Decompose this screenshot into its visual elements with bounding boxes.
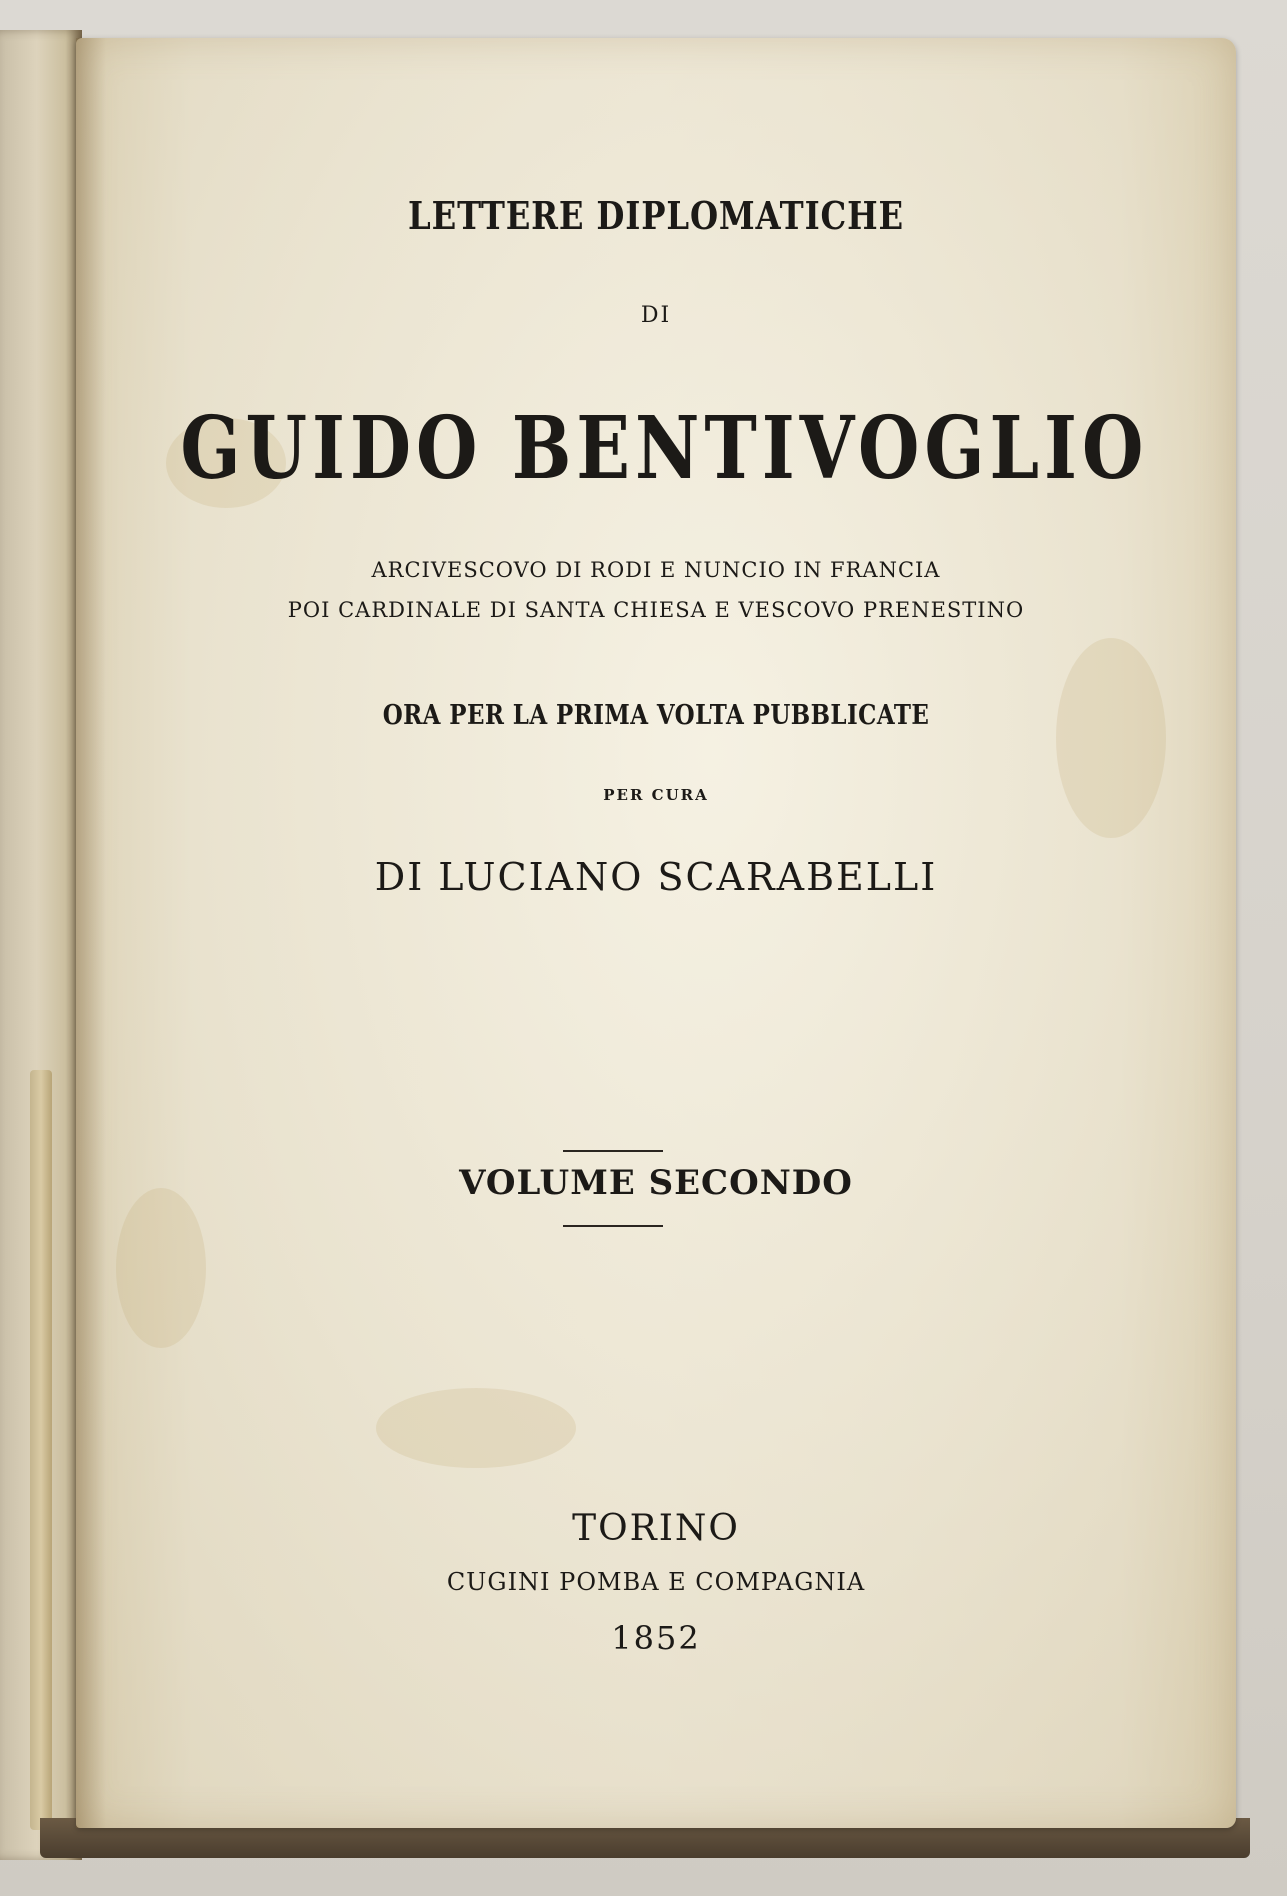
volume-rule-top [563, 1150, 663, 1152]
imprint-city: TORINO [572, 1508, 740, 1549]
left-page-edge [0, 30, 82, 1860]
volume-rule-bottom [563, 1225, 663, 1227]
series-title: LETTERE DIPLOMATICHE [408, 193, 904, 238]
preposition-di: DI [640, 303, 672, 328]
author-role-line-2: POI CARDINALE DI SANTA CHIESA E VESCOVO PRENESTINO [287, 598, 1025, 622]
foxing-spot [376, 1388, 576, 1468]
foxing-spot [1056, 638, 1166, 838]
imprint-publisher: CUGINI POMBA E COMPAGNIA [446, 1568, 866, 1596]
per-cura-label: PER CURA [603, 786, 709, 804]
author-role-line-1: ARCIVESCOVO DI RODI E NUNCIO IN FRANCIA [371, 558, 941, 582]
foxing-spot [116, 1188, 206, 1348]
binding-strip [30, 1070, 52, 1830]
volume-label: VOLUME SECONDO [459, 1163, 853, 1203]
author-name: GUIDO BENTIVOGLIO [180, 398, 1149, 499]
imprint-year: 1852 [611, 1619, 701, 1657]
first-publication-note: ORA PER LA PRIMA VOLTA PUBBLICATE [382, 700, 930, 731]
editor-name: DI LUCIANO SCARABELLI [374, 855, 938, 899]
